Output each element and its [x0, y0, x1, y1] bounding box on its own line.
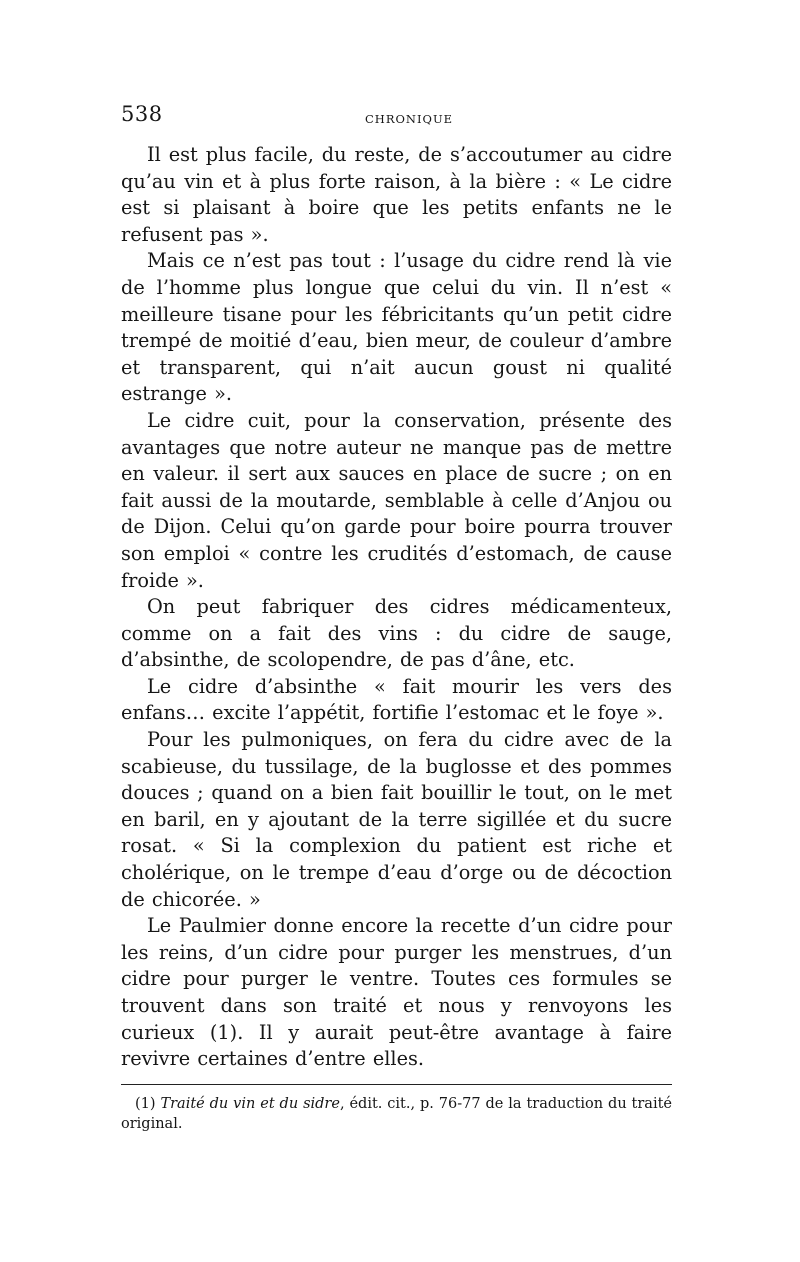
footnote [121, 1094, 672, 1134]
footnote-title: Traité du vin et du sidre [160, 1095, 340, 1112]
book-page [121, 102, 672, 1134]
paragraph: Le Paulmier donne encore la recette d’un cidre pour les reins, d’un cidre pour purger les menstrues, d’un cidre pour purger le ventre. Toutes ces formules se trouvent dans son traité et nous y renvoyons les curieux (1). Il y aurait peut-être avantage à faire revivre certaines d’entre elles. [121, 914, 672, 1071]
page-number: 538 [121, 102, 163, 126]
paragraph: Le cidre cuit, pour la conservation, présente des avantages que notre auteur ne manque pas de mettre en valeur. il sert aux sauces en place de sucre ; on en fait aussi de la moutarde, semblable à celle d’Anjou ou de Dijon. Celui qu’on garde pour boire pourra trouver son emploi « contre les crudités d’estomach, de cause froide ». [121, 408, 672, 592]
running-head: CHRONIQUE [365, 112, 454, 126]
footnote-marker: (1) [135, 1095, 156, 1112]
paragraph: Mais ce n’est pas tout : l’usage du cidre rend là vie de l’homme plus longue que celui du vin. Il n’est « meilleure tisane pour les fébricitants qu’un petit cidre trempé de moitié d’eau, bien meur, de couleur d’ambre et transparent, qui n’ait aucun goust ni qualité estrange ». [121, 249, 672, 406]
footnote-text: , édit. cit., p. 76-77 de la traduction du traité original. [121, 1095, 673, 1132]
paragraph: Pour les pulmoniques, on fera du cidre avec de la scabieuse, du tussilage, de la buglosse et des pommes douces ; quand on a bien fait bouillir le tout, on le met en baril, en y ajoutant de la terre sigillée et du sucre rosat. « Si la complexion du patient est riche et cholérique, on le trempe d’eau d’orge ou de décoction de chicorée. » [121, 728, 672, 911]
paragraph: Le cidre d’absinthe « fait mourir les vers des enfans… excite l’appétit, fortifie l’estomac et le foye ». [121, 674, 672, 725]
paragraph: Il est plus facile, du reste, de s’accoutumer au cidre qu’au vin et à plus forte raison, à la bière : « Le cidre est si plaisant à boire que les petits enfants ne le refusent pas ». [121, 143, 672, 246]
body-text [121, 142, 672, 1073]
page-header [121, 102, 672, 142]
footnote-divider [121, 1084, 672, 1085]
paragraph: On peut fabriquer des cidres médicamenteux, comme on a fait des vins : du cidre de sauge, d’absinthe, de scolopendre, de pas d’âne, etc. [121, 595, 672, 672]
